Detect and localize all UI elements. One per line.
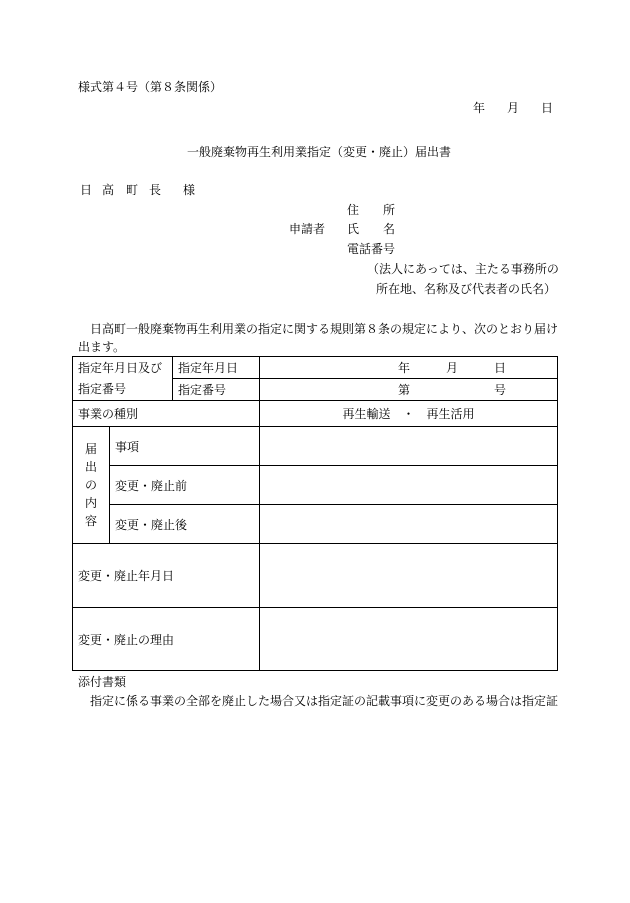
business-type-value[interactable]: 再生輸送 ・ 再生活用 — [260, 401, 558, 427]
body-text-line2: 出ます。 — [78, 340, 126, 354]
vertical-char: 出 — [84, 460, 97, 474]
before-change-label: 変更・廃止前 — [110, 466, 260, 505]
change-date-label: 変更・廃止年月日 — [73, 544, 260, 608]
designation-day: 日 — [494, 360, 507, 375]
phone-label: 電話番号 — [347, 242, 396, 256]
change-reason-label: 変更・廃止の理由 — [73, 608, 260, 671]
item-value[interactable] — [260, 427, 558, 466]
date-year: 年 — [473, 101, 486, 115]
name-label-a: 氏 — [347, 222, 360, 236]
designation-number-label: 指定番号 — [173, 379, 260, 401]
applicant-note-line1: （法人にあっては、主たる事務所の — [367, 262, 559, 276]
applicant-note-line2: 所在地、名称及び代表者の氏名） — [376, 282, 557, 296]
notification-table — [72, 356, 558, 671]
change-date-value[interactable] — [260, 544, 558, 608]
address-label-a: 住 — [347, 203, 360, 217]
name-label-b: 名 — [383, 222, 396, 236]
notification-content-label — [73, 427, 110, 544]
attachments-text: 指定に係る事業の全部を廃止した場合又は指定証の記載事項に変更のある場合は指定証 — [90, 694, 559, 708]
attachments-heading: 添付書類 — [78, 675, 127, 689]
designation-number-value[interactable] — [260, 379, 558, 401]
address-label-b: 所 — [383, 203, 396, 217]
designation-number-prefix: 第 — [398, 382, 411, 397]
addressee-char: 高 — [102, 183, 115, 197]
designation-year: 年 — [398, 360, 411, 375]
addressee-char: 町 — [126, 183, 139, 197]
change-reason-value[interactable] — [260, 608, 558, 671]
body-text-line1: 日高町一般廃棄物再生利用業の指定に関する規則第８条の規定により、次のとおり届け — [90, 322, 559, 336]
vertical-char: 届 — [84, 442, 97, 456]
after-change-label: 変更・廃止後 — [110, 505, 260, 544]
designation-month: 月 — [446, 360, 459, 375]
designation-number-suffix: 号 — [494, 382, 507, 397]
document-title: 一般廃棄物再生利用業指定（変更・廃止）届出書 — [187, 145, 452, 159]
addressee-char: 長 — [149, 183, 162, 197]
date-day: 日 — [541, 101, 554, 115]
after-change-value[interactable] — [260, 505, 558, 544]
designation-date-and-number-label: 指定年月日及び指定番号 — [73, 357, 173, 401]
vertical-char: の — [84, 478, 97, 492]
designation-date-value[interactable] — [260, 357, 558, 379]
vertical-char: 容 — [84, 514, 97, 528]
item-label: 事項 — [110, 427, 260, 466]
form-number: 様式第４号（第８条関係） — [78, 80, 223, 94]
designation-date-label: 指定年月日 — [173, 357, 260, 379]
date-month: 月 — [507, 101, 520, 115]
vertical-char: 内 — [84, 496, 97, 510]
applicant-label: 申請者 — [289, 222, 326, 236]
addressee-char: 日 — [80, 183, 93, 197]
before-change-value[interactable] — [260, 466, 558, 505]
addressee-honorific: 様 — [183, 183, 196, 197]
business-type-label: 事業の種別 — [73, 401, 260, 427]
